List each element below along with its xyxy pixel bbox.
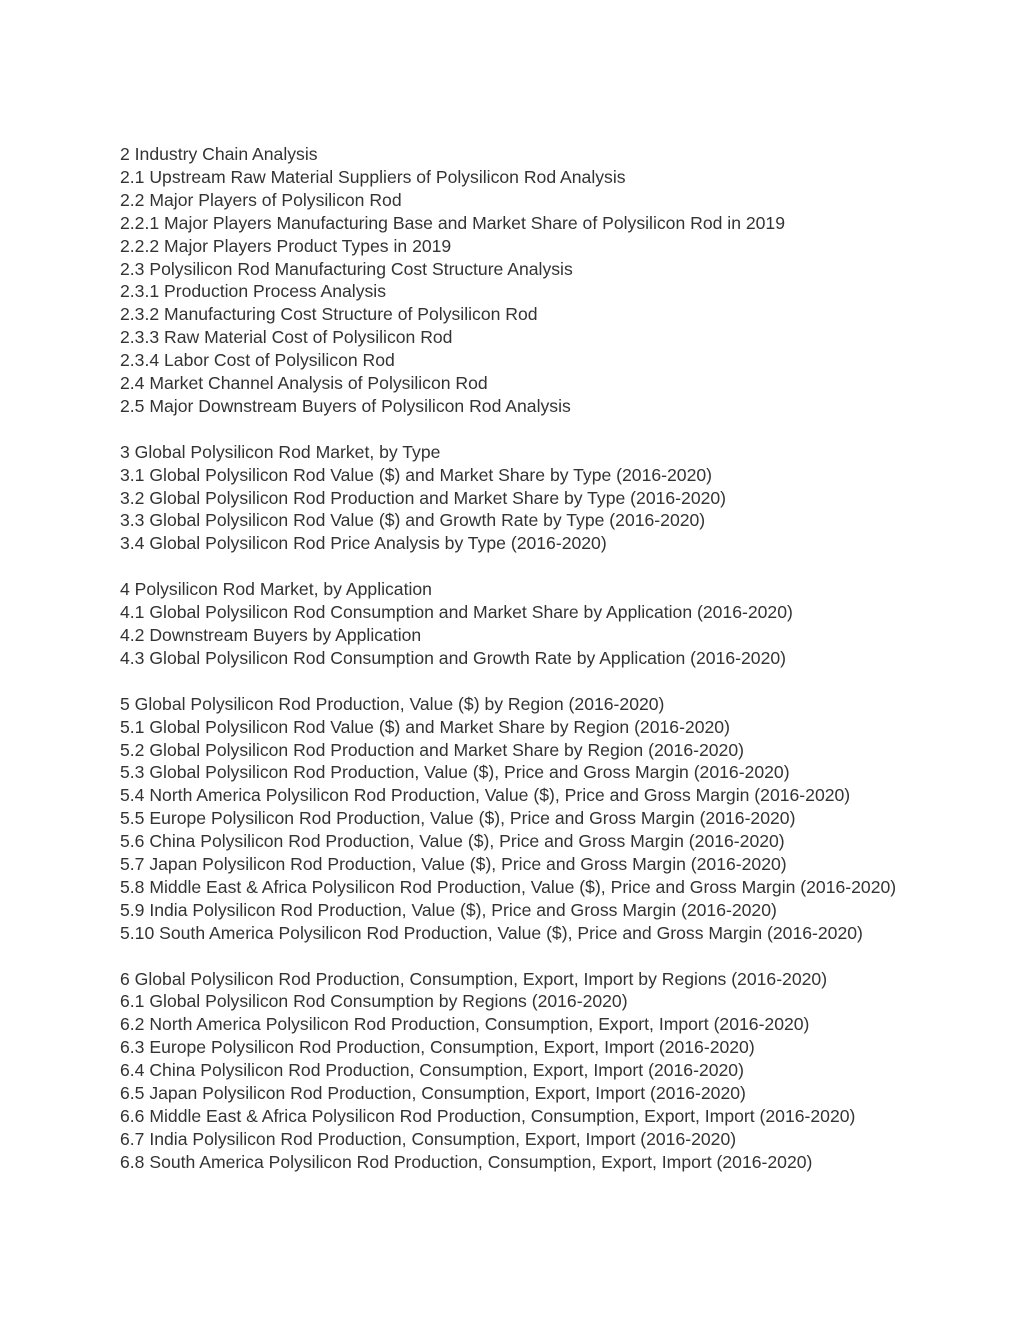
toc-entry: 5.9 India Polysilicon Rod Production, Value ($), Price and Gross Margin (2016-2020) xyxy=(120,899,777,920)
toc-entry: 5.1 Global Polysilicon Rod Value ($) and Market Share by Region (2016-2020) xyxy=(120,716,730,737)
toc-entry: 2.3.1 Production Process Analysis xyxy=(120,281,387,302)
toc-entry: 3.3 Global Polysilicon Rod Value ($) and Growth Rate by Type (2016-2020) xyxy=(120,510,706,531)
toc-section xyxy=(120,968,910,1174)
toc-entry: 2.3 Polysilicon Rod Manufacturing Cost Structure Analysis xyxy=(120,258,573,279)
toc-entry: 5.5 Europe Polysilicon Rod Production, Value ($), Price and Gross Margin (2016-2020) xyxy=(120,808,796,829)
toc-entry: 2.2 Major Players of Polysilicon Rod xyxy=(120,189,402,210)
toc-entry: 6.8 South America Polysilicon Rod Production, Consumption, Export, Import (2016-2020) xyxy=(120,1151,813,1172)
toc-entry: 5.2 Global Polysilicon Rod Production and Market Share by Region (2016-2020) xyxy=(120,739,744,760)
toc-entry: 2.1 Upstream Raw Material Suppliers of Polysilicon Rod Analysis xyxy=(120,166,626,187)
toc-entry: 5.6 China Polysilicon Rod Production, Value ($), Price and Gross Margin (2016-2020) xyxy=(120,831,785,852)
toc-entry: 5.7 Japan Polysilicon Rod Production, Value ($), Price and Gross Margin (2016-2020) xyxy=(120,854,787,875)
toc-entry: 6.7 India Polysilicon Rod Production, Consumption, Export, Import (2016-2020) xyxy=(120,1128,737,1149)
toc-section xyxy=(120,693,910,945)
toc-entry: 5.4 North America Polysilicon Rod Production, Value ($), Price and Gross Margin (2016-2020) xyxy=(120,785,851,806)
toc-entry: 6.1 Global Polysilicon Rod Consumption by Regions (2016-2020) xyxy=(120,991,628,1012)
toc-chapter-heading: 2 Industry Chain Analysis xyxy=(120,144,318,164)
toc-section xyxy=(120,578,910,670)
toc-entry: 2.5 Major Downstream Buyers of Polysilicon Rod Analysis xyxy=(120,395,571,416)
toc-entry: 5.3 Global Polysilicon Rod Production, Value ($), Price and Gross Margin (2016-2020) xyxy=(120,762,790,783)
toc-entry: 2.3.3 Raw Material Cost of Polysilicon Rod xyxy=(120,327,453,348)
toc-entry: 4.3 Global Polysilicon Rod Consumption and Growth Rate by Application (2016-2020) xyxy=(120,647,787,668)
toc-entry: 6.4 China Polysilicon Rod Production, Consumption, Export, Import (2016-2020) xyxy=(120,1060,744,1081)
toc-entry: 2.2.1 Major Players Manufacturing Base and Market Share of Polysilicon Rod in 2019 xyxy=(120,212,786,233)
toc-entry: 6.2 North America Polysilicon Rod Production, Consumption, Export, Import (2016-2020) xyxy=(120,1014,810,1035)
toc-entry: 2.3.4 Labor Cost of Polysilicon Rod xyxy=(120,350,395,371)
toc-entry: 6.3 Europe Polysilicon Rod Production, Consumption, Export, Import (2016-2020) xyxy=(120,1037,755,1058)
toc-entry: 3.1 Global Polysilicon Rod Value ($) and Market Share by Type (2016-2020) xyxy=(120,464,713,485)
toc-chapter-heading: 3 Global Polysilicon Rod Market, by Type xyxy=(120,441,441,462)
document-page xyxy=(120,143,910,1197)
toc-section xyxy=(120,441,910,556)
toc-entry: 3.4 Global Polysilicon Rod Price Analysis by Type (2016-2020) xyxy=(120,533,607,554)
toc-chapter-heading: 5 Global Polysilicon Rod Production, Value ($) by Region (2016-2020) xyxy=(120,693,665,714)
toc-chapter-heading: 6 Global Polysilicon Rod Production, Consumption, Export, Import by Regions (2016-2020) xyxy=(120,968,828,989)
toc-entry: 5.8 Middle East & Africa Polysilicon Rod Production, Value ($), Price and Gross Margin (2016-2020) xyxy=(120,876,897,897)
toc-entry: 4.2 Downstream Buyers by Application xyxy=(120,625,422,645)
toc-entry: 6.5 Japan Polysilicon Rod Production, Consumption, Export, Import (2016-2020) xyxy=(120,1083,746,1104)
toc-chapter-heading: 4 Polysilicon Rod Market, by Application xyxy=(120,579,432,600)
toc-entry: 2.2.2 Major Players Product Types in 2019 xyxy=(120,235,452,256)
toc-section xyxy=(120,143,910,418)
toc-entry: 6.6 Middle East & Africa Polysilicon Rod Production, Consumption, Export, Import (2016-2020) xyxy=(120,1106,856,1126)
toc-entry: 5.10 South America Polysilicon Rod Production, Value ($), Price and Gross Margin (2016-2020) xyxy=(120,922,863,943)
toc-entry: 4.1 Global Polysilicon Rod Consumption and Market Share by Application (2016-2020) xyxy=(120,602,793,623)
toc-entry: 2.3.2 Manufacturing Cost Structure of Polysilicon Rod xyxy=(120,304,538,325)
toc-entry: 2.4 Market Channel Analysis of Polysilicon Rod xyxy=(120,373,488,394)
toc-entry: 3.2 Global Polysilicon Rod Production and Market Share by Type (2016-2020) xyxy=(120,487,727,508)
